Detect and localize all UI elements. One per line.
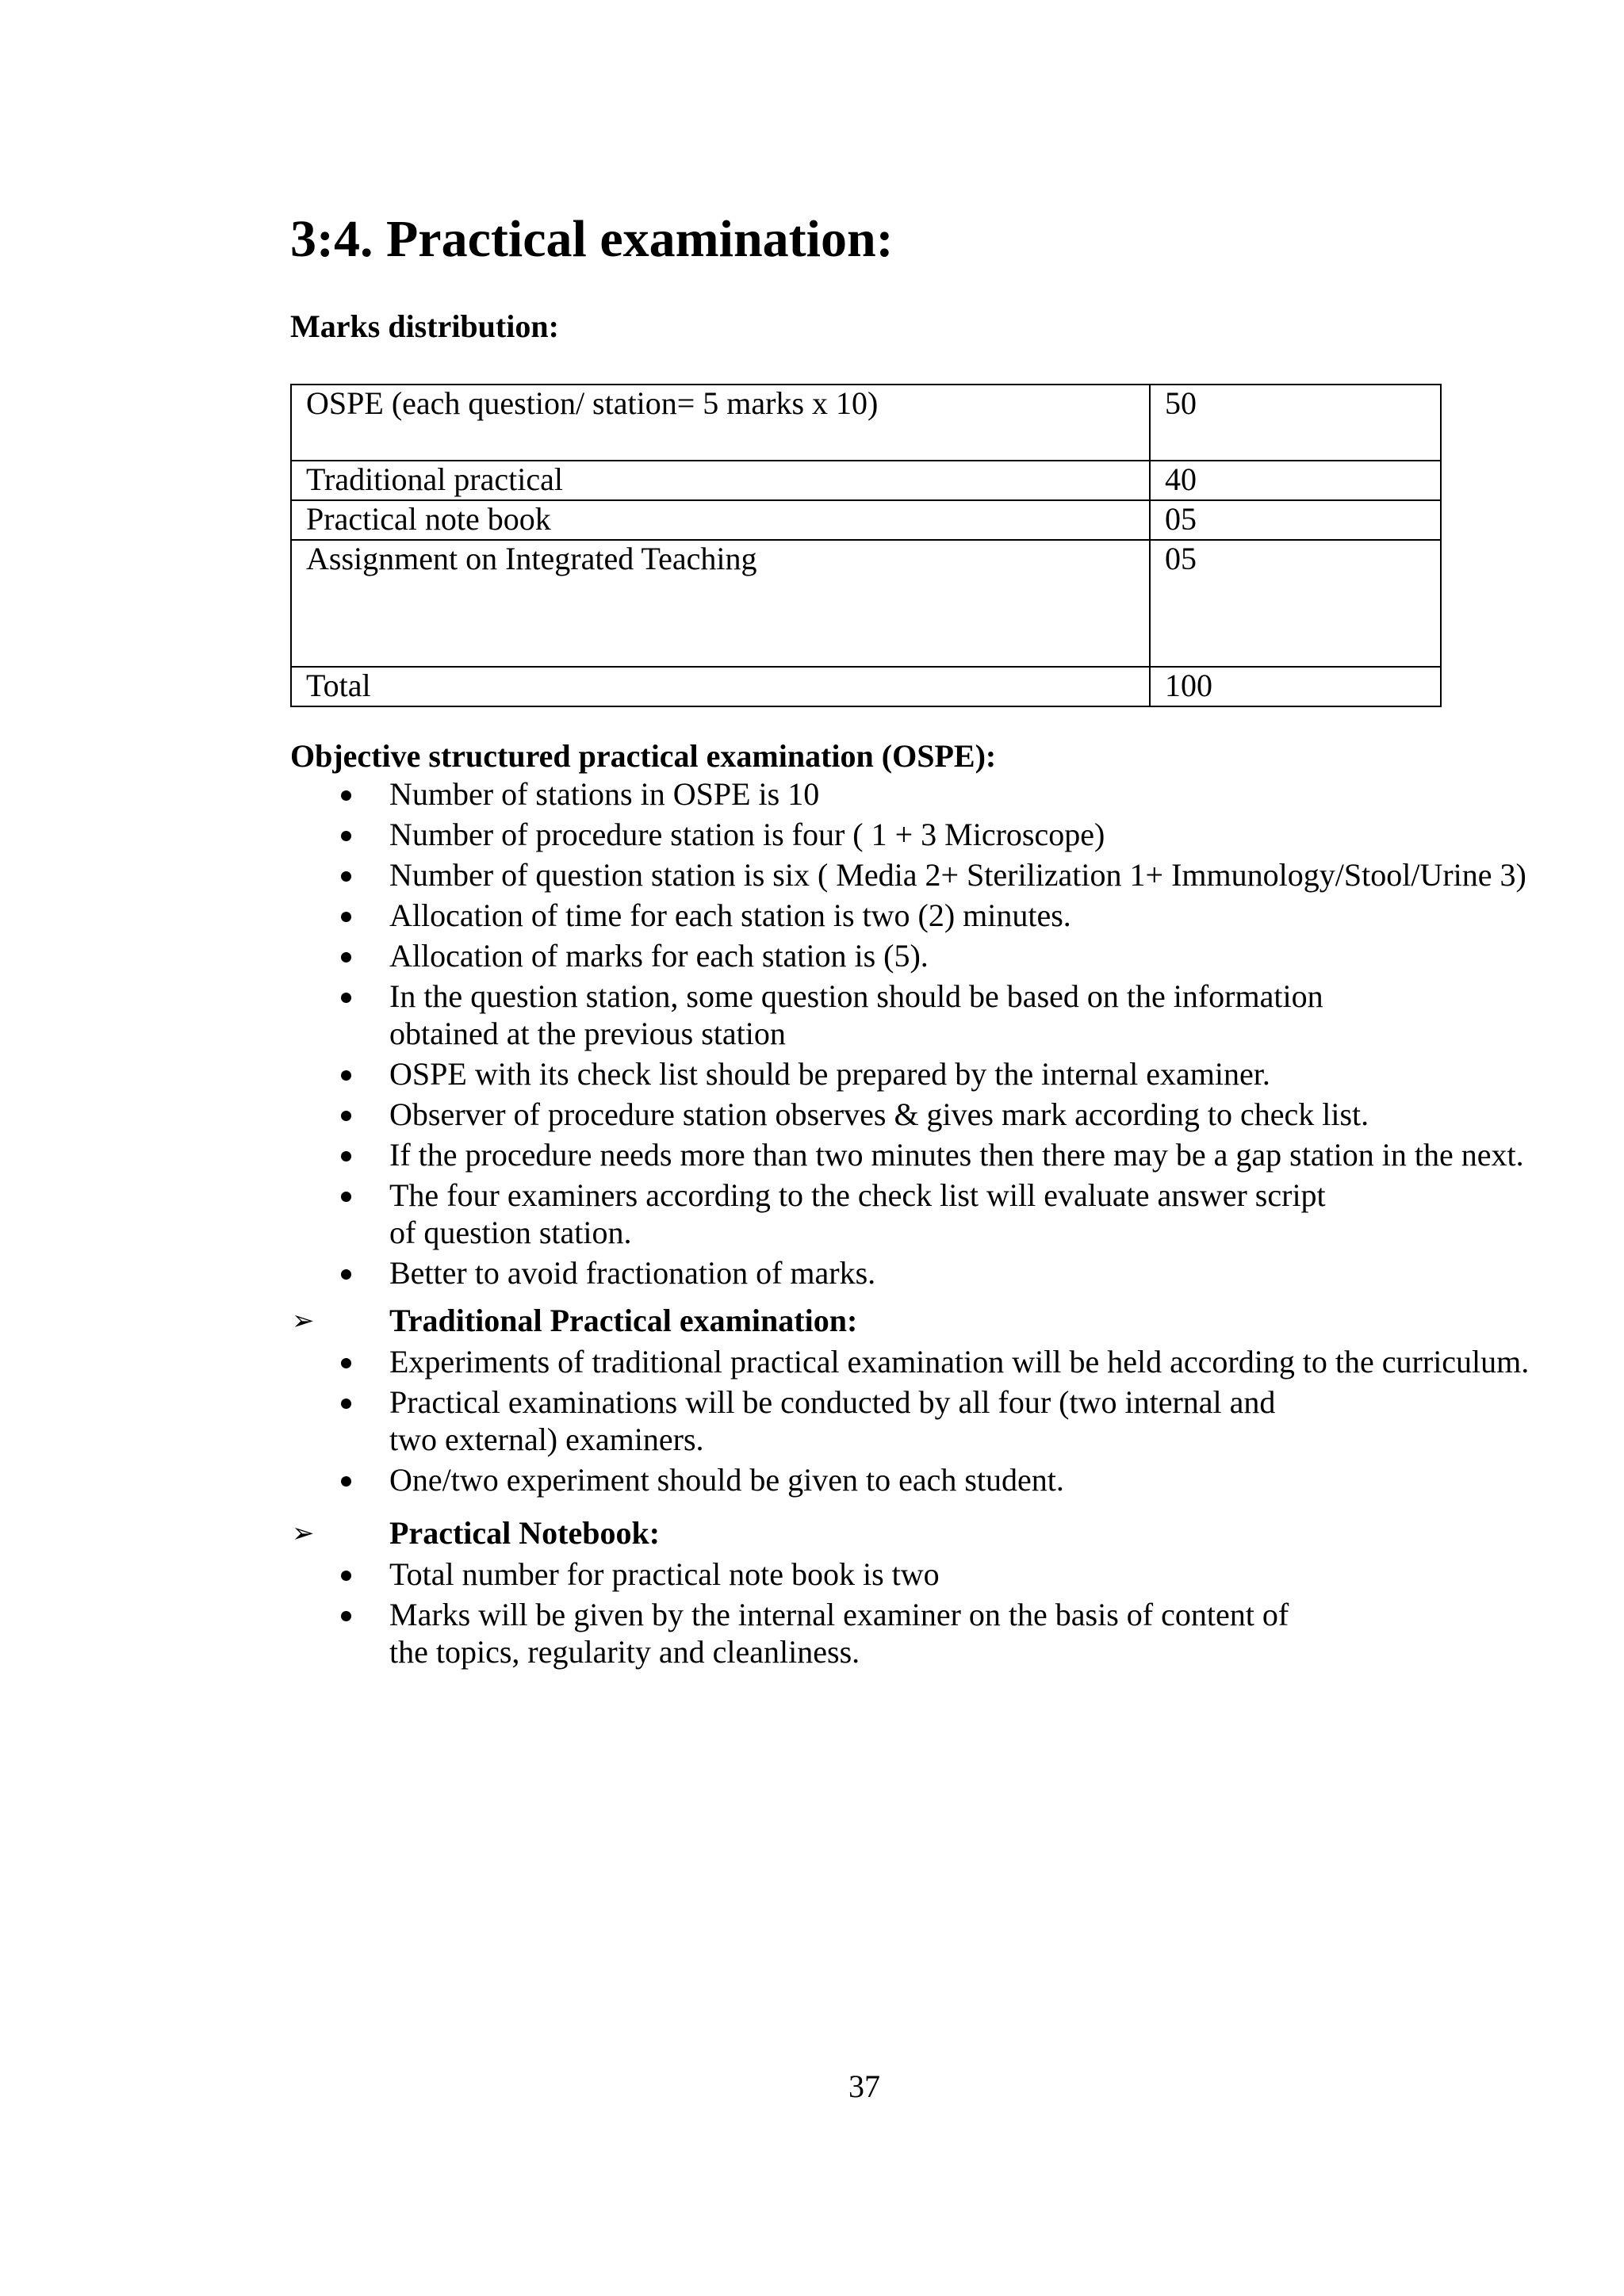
list-item: Allocation of time for each station is two (2) minutes. [0, 897, 1526, 934]
bullet-icon [341, 1399, 351, 1409]
list-item: Number of question station is six ( Media 2+ Sterilization 1+ Immunology/Stool/Urine 3) [0, 856, 1526, 894]
marks-distribution-heading: Marks distribution: [290, 308, 559, 344]
table-cell-marks: 50 [1150, 385, 1441, 461]
list-item: Marks will be given by the internal examiner on the basis of content of the topics, regularity and cleanliness. [0, 1596, 1289, 1670]
table-row [291, 461, 1441, 500]
page-title: 3:4. Practical examination: [290, 210, 894, 268]
list-item: Observer of procedure station observes & gives mark according to check list. [0, 1096, 1526, 1133]
list-item: The four examiners according to the check list will evaluate answer script of question station. [0, 1177, 1526, 1251]
page-number: 37 [848, 2068, 880, 2104]
traditional-practical-heading: ➢ Traditional Practical examination: [0, 1299, 857, 1343]
arrow-bullet-icon: ➢ [292, 1517, 315, 1549]
list-item: In the question station, some question should be based on the information obtained at the previous station [0, 978, 1526, 1052]
list-item: Better to avoid fractionation of marks. [0, 1254, 1526, 1292]
list-item: Total number for practical note book is two [0, 1556, 1289, 1593]
bullet-icon [341, 790, 351, 801]
list-item: One/two experiment should be given to each student. [0, 1461, 1529, 1498]
bullet-icon [341, 952, 351, 962]
table-row [291, 540, 1441, 667]
bullet-icon [341, 871, 351, 882]
table-row [291, 385, 1441, 461]
table-cell-marks: 05 [1150, 500, 1441, 540]
traditional-list [0, 1343, 1529, 1498]
bullet-icon [341, 993, 351, 1003]
bullet-icon [341, 831, 351, 841]
bullet-icon [341, 1192, 351, 1202]
table-row [291, 667, 1441, 706]
bullet-icon [341, 1611, 351, 1621]
ospe-heading: Objective structured practical examination (OSPE): [290, 738, 997, 774]
list-item: Experiments of traditional practical examination will be held according to the curriculum. [0, 1343, 1529, 1380]
bullet-icon [341, 1358, 351, 1368]
list-item: Number of procedure station is four ( 1 + 3 Microscope) [0, 816, 1526, 853]
bullet-icon [341, 1269, 351, 1280]
bullet-icon [341, 1571, 351, 1581]
arrow-bullet-icon: ➢ [292, 1305, 315, 1337]
table-cell-item: OSPE (each question/ station= 5 marks x 10) [291, 385, 1150, 461]
bullet-icon [341, 912, 351, 922]
table-cell-marks: 40 [1150, 461, 1441, 500]
list-item: Allocation of marks for each station is (5). [0, 937, 1526, 974]
marks-distribution-table [290, 384, 1442, 707]
bullet-icon [341, 1476, 351, 1487]
table-cell-marks: 100 [1150, 667, 1441, 706]
list-item: Number of stations in OSPE is 10 [0, 775, 1526, 813]
bullet-icon [341, 1111, 351, 1121]
table-cell-item: Practical note book [291, 500, 1150, 540]
list-item: Practical examinations will be conducted by all four (two internal and two external) examiners. [0, 1383, 1529, 1458]
table-cell-item: Total [291, 667, 1150, 706]
table-cell-item: Assignment on Integrated Teaching [291, 540, 1150, 667]
table-cell-item: Traditional practical [291, 461, 1150, 500]
bullet-icon [341, 1151, 351, 1161]
list-item: OSPE with its check list should be prepared by the internal examiner. [0, 1055, 1526, 1093]
table-cell-marks: 05 [1150, 540, 1441, 667]
list-item: If the procedure needs more than two minutes then there may be a gap station in the next. [0, 1136, 1526, 1173]
practical-notebook-heading: ➢ Practical Notebook: [0, 1511, 660, 1556]
bullet-icon [341, 1070, 351, 1081]
ospe-list [0, 775, 1526, 1292]
table-row [291, 500, 1441, 540]
notebook-list [0, 1556, 1289, 1670]
